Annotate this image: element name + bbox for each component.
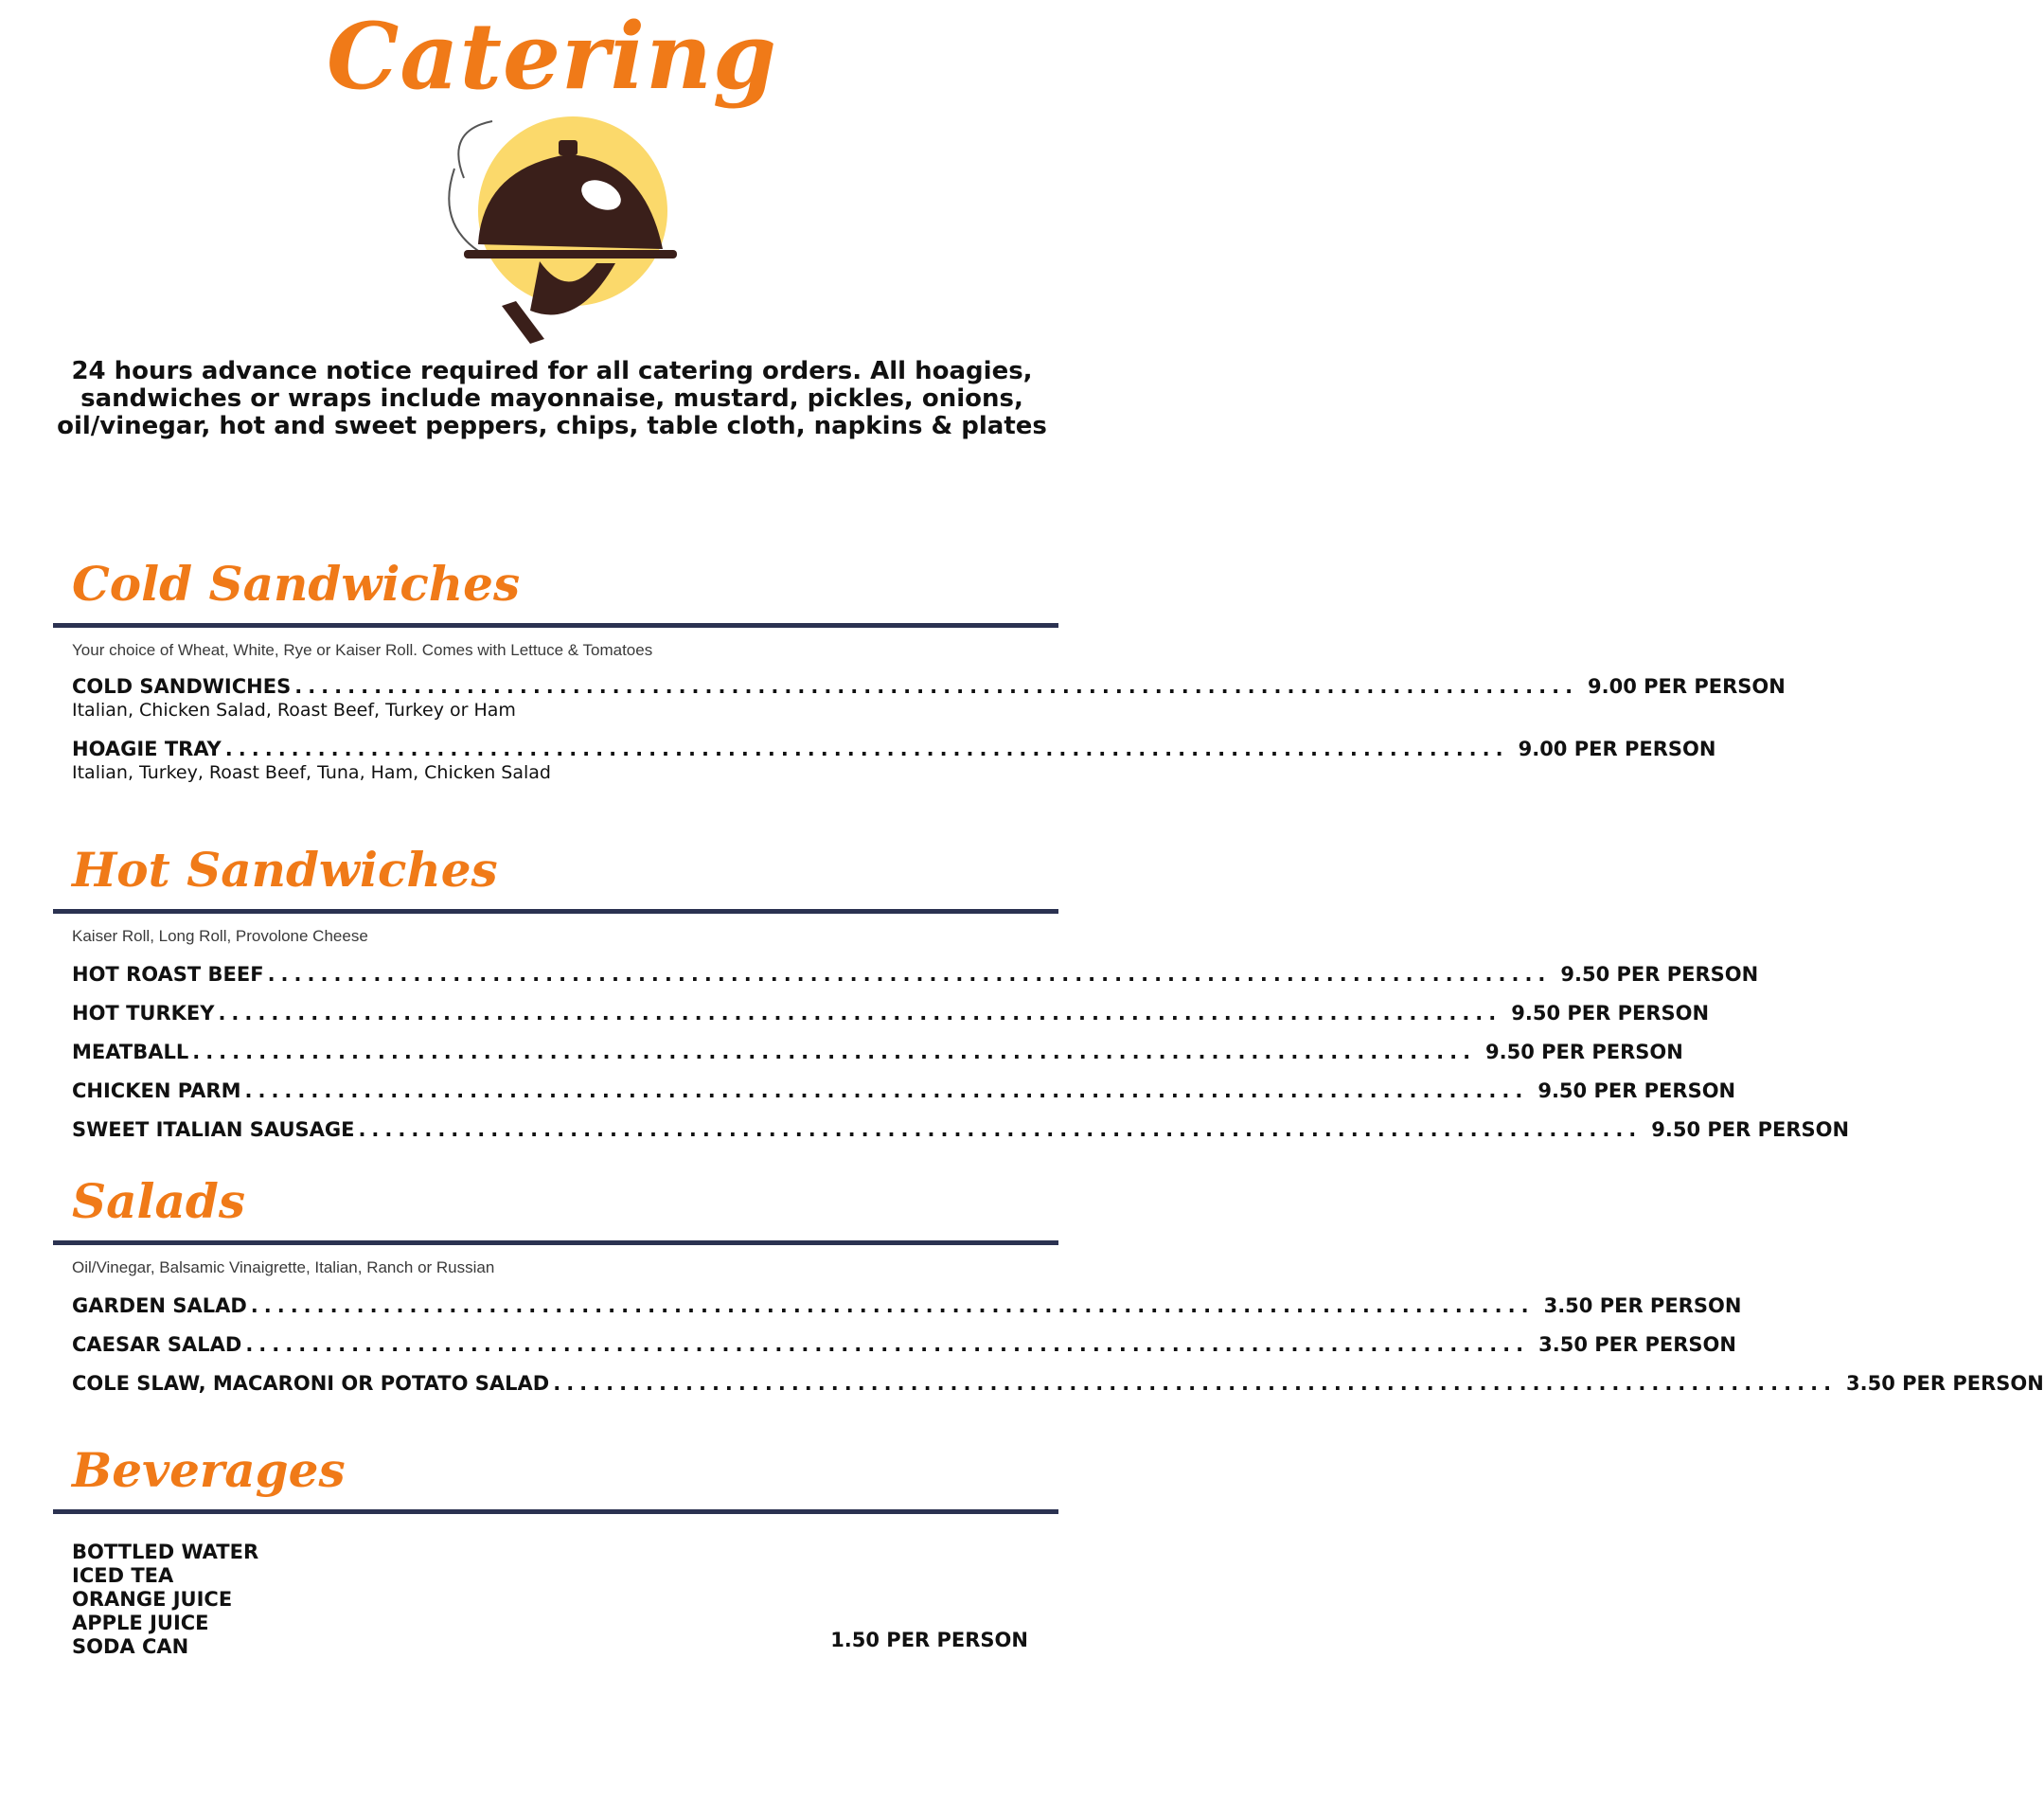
item-name: GARDEN SALAD bbox=[72, 1294, 247, 1317]
menu-item bbox=[72, 1118, 1850, 1141]
divider bbox=[53, 909, 1058, 914]
item-price: 9.50 PER PERSON bbox=[1537, 1079, 1736, 1102]
divider bbox=[53, 623, 1058, 628]
item-price: 9.00 PER PERSON bbox=[1588, 675, 1786, 698]
item-name: CAESAR SALAD bbox=[72, 1333, 242, 1356]
section-description: Kaiser Roll, Long Roll, Provolone Cheese bbox=[72, 927, 368, 945]
dot-leader: ................................................................................................. bbox=[553, 1372, 1838, 1395]
divider bbox=[53, 1509, 1058, 1514]
item-name: COLE SLAW, MACARONI OR POTATO SALAD bbox=[72, 1372, 550, 1395]
item-description: Italian, Chicken Salad, Roast Beef, Turkey or Ham bbox=[72, 700, 516, 721]
item-name: HOT ROAST BEEF bbox=[72, 963, 264, 986]
item-price: 3.50 PER PERSON bbox=[1846, 1372, 2044, 1395]
section-beverages bbox=[53, 1441, 1058, 1659]
list-item: SODA CAN bbox=[72, 1635, 189, 1658]
page-title: Catering bbox=[327, 3, 777, 110]
cloche-serving-tray-icon bbox=[426, 112, 691, 344]
item-name: HOAGIE TRAY bbox=[72, 738, 222, 760]
item-price: 9.50 PER PERSON bbox=[1511, 1002, 1710, 1025]
section-title: Cold Sandwiches bbox=[72, 556, 521, 612]
item-name: CHICKEN PARM bbox=[72, 1079, 241, 1102]
menu-item bbox=[72, 1079, 1736, 1102]
item-name: HOT TURKEY bbox=[72, 1002, 215, 1025]
list-item: APPLE JUICE bbox=[72, 1612, 209, 1634]
catering-notice: 24 hours advance notice required for all catering orders. All hoagies, sandwiches or wraps include mayonnaise, mustard, pickles, onions, oil/vinegar, hot and sweet peppers, chips, table cloth, napkins & plates bbox=[57, 357, 1047, 440]
menu-item bbox=[72, 675, 1786, 721]
menu-item bbox=[72, 1002, 1710, 1025]
menu-item bbox=[72, 1041, 1683, 1063]
dot-leader: ................................................................................................. bbox=[244, 1079, 1529, 1102]
item-name: MEATBALL bbox=[72, 1041, 189, 1063]
dot-leader: ................................................................................................. bbox=[294, 675, 1579, 698]
item-price: 9.50 PER PERSON bbox=[1485, 1041, 1683, 1063]
item-price: 9.00 PER PERSON bbox=[1518, 738, 1716, 760]
dot-leader: ................................................................................................. bbox=[245, 1333, 1530, 1356]
section-description: Your choice of Wheat, White, Rye or Kaiser Roll. Comes with Lettuce & Tomatoes bbox=[72, 641, 653, 659]
item-description: Italian, Turkey, Roast Beef, Tuna, Ham, Chicken Salad bbox=[72, 762, 551, 783]
list-item: ICED TEA bbox=[72, 1564, 174, 1587]
item-price: 9.50 PER PERSON bbox=[1560, 963, 1759, 986]
section-hot-sandwiches bbox=[53, 841, 1850, 1141]
dot-leader: ................................................................................................. bbox=[192, 1041, 1477, 1063]
section-cold-sandwiches bbox=[53, 555, 1786, 783]
item-price: 3.50 PER PERSON bbox=[1543, 1294, 1742, 1317]
dot-leader: ................................................................................................. bbox=[218, 1002, 1502, 1025]
section-title: Salads bbox=[72, 1173, 246, 1229]
item-name: SWEET ITALIAN SAUSAGE bbox=[72, 1118, 355, 1141]
section-description: Oil/Vinegar, Balsamic Vinaigrette, Italian, Ranch or Russian bbox=[72, 1258, 495, 1276]
list-item: BOTTLED WATER bbox=[72, 1541, 259, 1563]
section-title: Hot Sandwiches bbox=[72, 842, 498, 898]
beverage-price: 1.50 PER PERSON bbox=[830, 1629, 1028, 1651]
dot-leader: ................................................................................................. bbox=[250, 1294, 1535, 1317]
item-price: 3.50 PER PERSON bbox=[1538, 1333, 1736, 1356]
menu-item bbox=[72, 1372, 2044, 1395]
item-name: COLD SANDWICHES bbox=[72, 675, 292, 698]
menu-item bbox=[72, 1333, 1736, 1356]
menu-item bbox=[72, 738, 1716, 783]
dot-leader: ................................................................................................. bbox=[267, 963, 1552, 986]
menu-item bbox=[72, 1294, 1742, 1317]
divider bbox=[53, 1240, 1058, 1245]
section-salads bbox=[53, 1172, 2044, 1395]
item-price: 9.50 PER PERSON bbox=[1651, 1118, 1850, 1141]
list-item: ORANGE JUICE bbox=[72, 1588, 233, 1611]
menu-item bbox=[72, 963, 1759, 986]
dot-leader: ................................................................................................. bbox=[224, 738, 1509, 760]
section-title: Beverages bbox=[72, 1442, 346, 1498]
dot-leader: ................................................................................................. bbox=[358, 1118, 1643, 1141]
